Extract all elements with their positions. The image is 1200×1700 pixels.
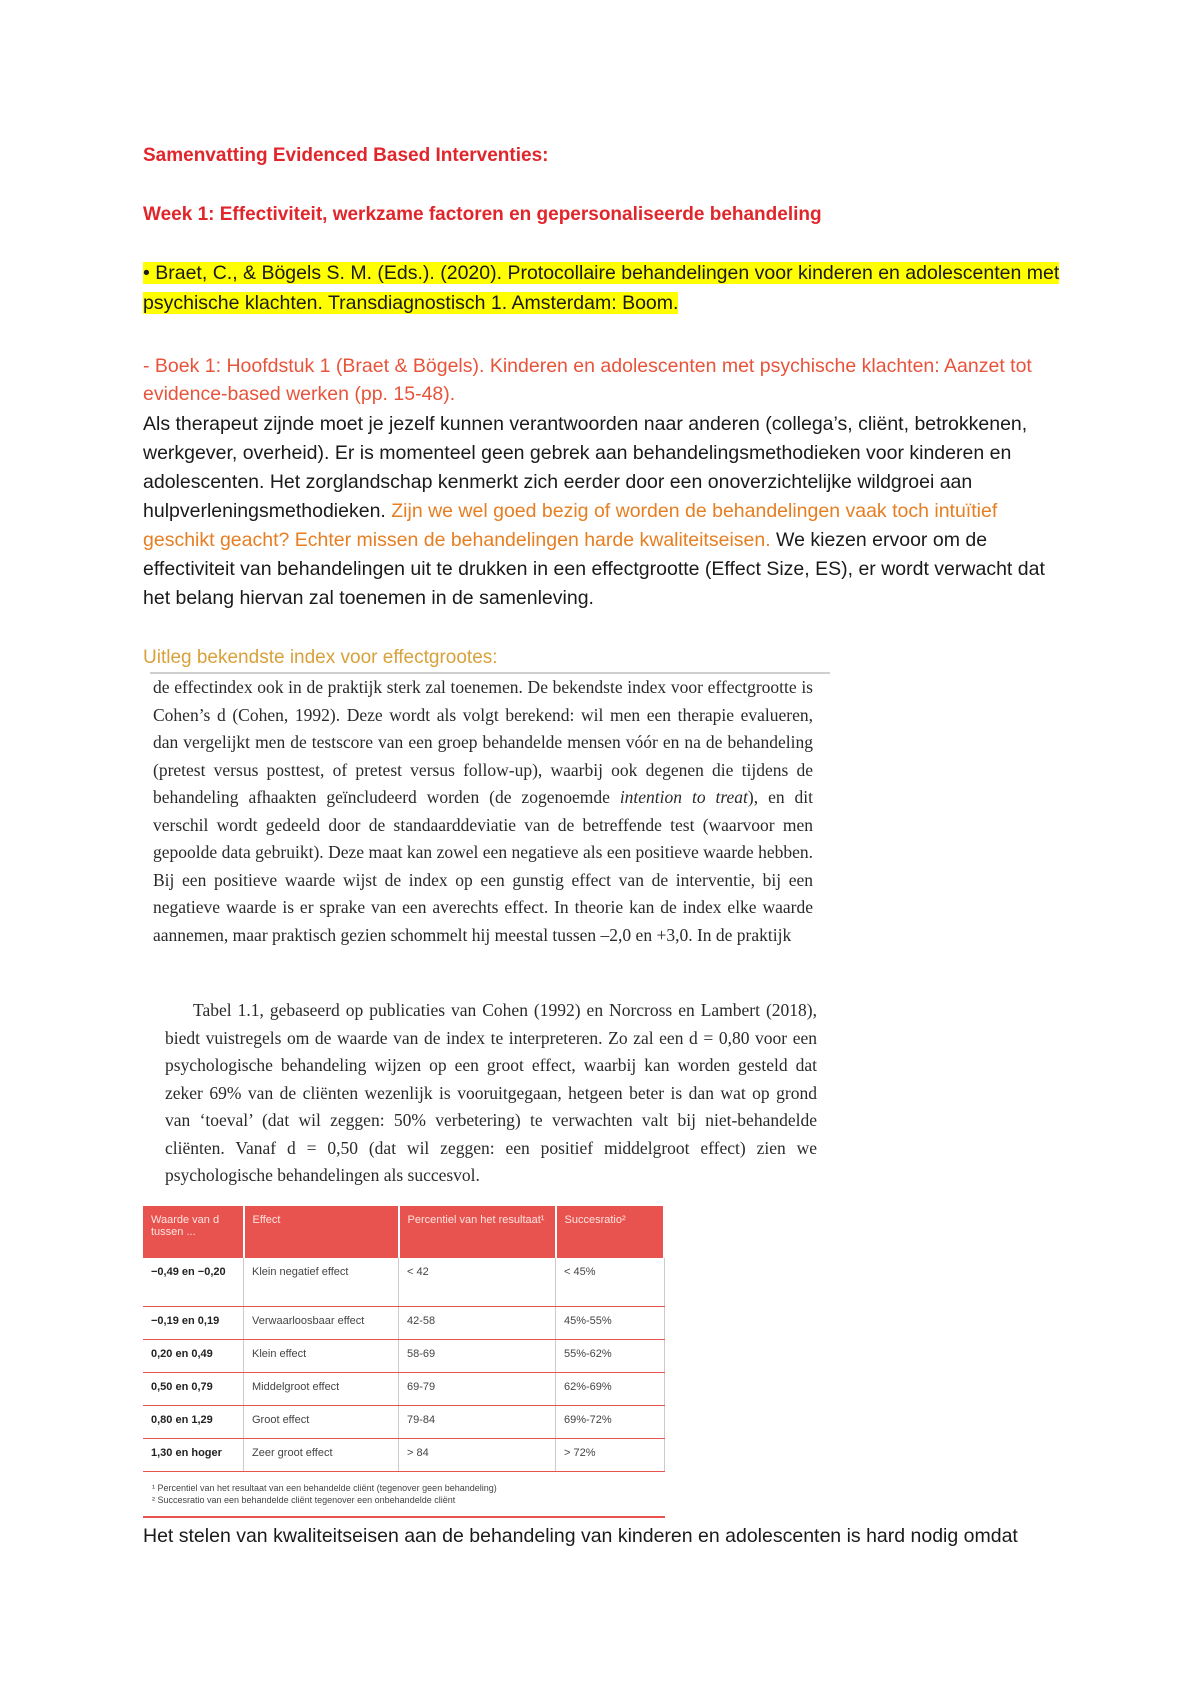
table-cell: Zeer groot effect	[244, 1439, 399, 1472]
table-cell: 69-79	[399, 1373, 556, 1406]
table-row	[143, 1439, 664, 1472]
table-cell: 0,80 en 1,29	[143, 1406, 244, 1439]
effect-size-table	[143, 1206, 665, 1472]
scanned-text-block-2: Tabel 1.1, gebaseerd op publicaties van Cohen (1992) en Norcross en Lambert (2018), biedt vuistregels om de waarde van de index te interpreteren. Zo zal een d = 0,80 voor een psychologische behandeling wijzen op een groot effect, waarbij kan worden gesteld dat zeker 69% van de cliënten wezenlijk is vooruitgegaan, hetgeen beter is dan wat op grond van ‘toeval’ (dat wil zeggen: 50% verbetering) te verwachten valt bij niet-behandelde cliënten. Vanaf d = 0,50 (dat wil zeggen: een positief middelgroot effect) zien we psychologische behandelingen als succesvol.	[165, 1000, 817, 1185]
reference-citation	[143, 258, 1063, 318]
table-cell: Verwaarloosbaar effect	[244, 1307, 399, 1340]
table-header: Percentiel van het resultaat¹	[399, 1206, 556, 1258]
scan1-text-c: ), en dit verschil wordt gedeeld door de standaarddeviatie van de betreffende test (waarvoor men gepoolde data gebruikt). Deze maat kan zowel een negatieve als een positieve waarde hebben. Bij een positieve waarde wijst de index op een gunstig effect van de interventie, bij een negatieve waarde is er sprake van een averechts effect. In theorie kan de index elke waarde aannemen, maar praktisch gezien schommelt hij meestal tussen –2,0 en +3,0. In de praktijk	[153, 787, 813, 945]
table-cell: Klein negatief effect	[244, 1258, 399, 1307]
intro-text-a: Als therapeut zijnde moet je jezelf kunnen verantwoorden naar anderen (collega’s, cliënt, betrokkenen, werkgever, overheid). Er is momenteel geen gebrek aan behandelingsmethodieken voor kinderen en adolescenten. Het zorglandschap kenmerkt zich eerder door een onoverzichtelijke wildgroei aan hulpverleningsmethodieken.	[143, 413, 1028, 522]
table-cell: 42-58	[399, 1307, 556, 1340]
table-cell: Middelgroot effect	[244, 1373, 399, 1406]
table-cell: 79-84	[399, 1406, 556, 1439]
table-header: Waarde van d tussen ...	[143, 1206, 244, 1258]
table-cell: 45%-55%	[556, 1307, 665, 1340]
intro-paragraph	[143, 410, 1063, 613]
chapter-heading: - Boek 1: Hoofdstuk 1 (Braet & Bögels). Kinderen en adolescenten met psychische klachten: Aanzet tot evidence-based werken (pp. 15-48).	[143, 355, 1032, 405]
table-row	[143, 1406, 664, 1439]
table-cell: −0,49 en −0,20	[143, 1258, 244, 1307]
table-cell: Groot effect	[244, 1406, 399, 1439]
table-footnote: ¹ Percentiel van het resultaat van een behandelde cliënt (tegenover geen behandeling)	[152, 1483, 497, 1493]
table-cell: 0,50 en 0,79	[143, 1373, 244, 1406]
table-cell: 0,20 en 0,49	[143, 1340, 244, 1373]
table-cell: 55%-62%	[556, 1340, 665, 1373]
scanned-text-block-1	[153, 674, 813, 949]
table-header: Succesratio²	[556, 1206, 665, 1258]
table-cell: < 42	[399, 1258, 556, 1307]
table-row	[143, 1373, 664, 1406]
highlighted-reference: • Braet, C., & Bögels S. M. (Eds.). (2020). Protocollaire behandelingen voor kinderen en adolescenten met psychische klachten. Transdiagnostisch 1. Amsterdam: Boom.	[143, 262, 1060, 314]
table-row	[143, 1307, 664, 1340]
footnote-divider	[143, 1516, 665, 1518]
table-header-row	[143, 1206, 664, 1258]
closing-sentence: Het stelen van kwaliteitseisen aan de behandeling van kinderen en adolescenten is hard nodig omdat	[143, 1525, 1018, 1547]
table-cell: > 72%	[556, 1439, 665, 1472]
scan1-italic: intention to treat	[619, 787, 748, 807]
table-footnote: ² Succesratio van een behandelde cliënt tegenover een onbehandelde cliënt	[152, 1495, 456, 1505]
table-cell: 62%-69%	[556, 1373, 665, 1406]
table-cell: > 84	[399, 1439, 556, 1472]
week-heading: Week 1: Effectiviteit, werkzame factoren en gepersonaliseerde behandeling	[143, 204, 822, 225]
effect-size-heading: Uitleg bekendste index voor effectgrootes:	[143, 647, 498, 668]
table-row	[143, 1340, 664, 1373]
table-cell: Klein effect	[244, 1340, 399, 1373]
table-cell: 1,30 en hoger	[143, 1439, 244, 1472]
intro-text-c: We kiezen ervoor om de effectiviteit van behandelingen uit te drukken in een effectgrootte (Effect Size, ES), er wordt verwacht dat het belang hiervan zal toenemen in de samenleving.	[143, 529, 1045, 609]
intro-question-text: Zijn we wel goed bezig of worden de behandelingen vaak toch intuïtief geschikt geacht? Echter missen de behandelingen harde kwaliteitseisen.	[143, 500, 998, 551]
table-cell: −0,19 en 0,19	[143, 1307, 244, 1340]
table-header: Effect	[244, 1206, 399, 1258]
table-row	[143, 1258, 664, 1307]
table-footnotes	[152, 1482, 497, 1506]
scan1-text-a: de effectindex ook in de praktijk sterk zal toenemen. De bekendste index voor effectgrootte is Cohen’s d (Cohen, 1992). Deze wordt als volgt berekend: wil men een therapie evalueren, dan vergelijkt men de testscore van een groep behandelde mensen vóór en na de behandeling (pretest versus posttest, of pretest versus follow-up), waarbij ook degenen die tijdens de behandeling afhaakten geïncludeerd worden (de zogenoemde	[153, 677, 813, 807]
table-cell: < 45%	[556, 1258, 665, 1307]
table-cell: 69%-72%	[556, 1406, 665, 1439]
document-title: Samenvatting Evidenced Based Interventies:	[143, 145, 549, 166]
table-cell: 58-69	[399, 1340, 556, 1373]
